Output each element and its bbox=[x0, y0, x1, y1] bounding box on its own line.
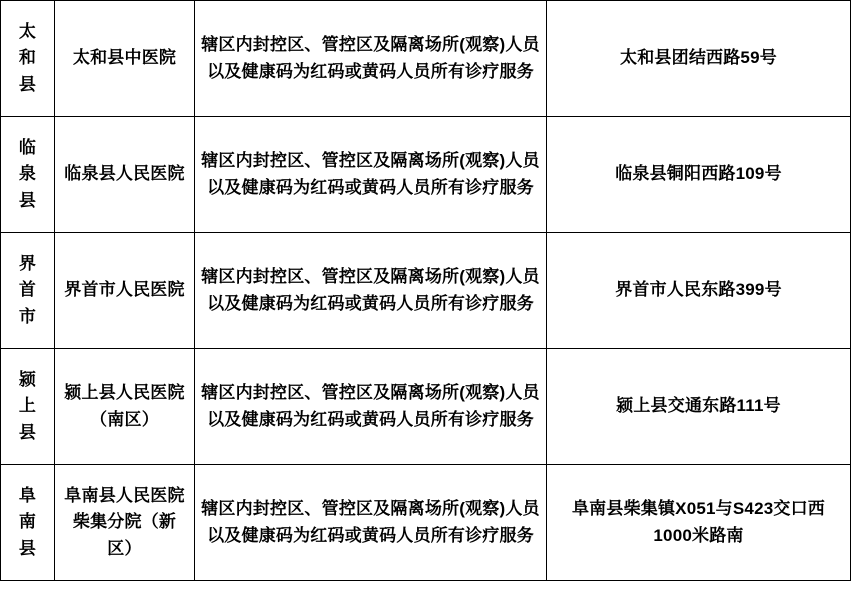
table-row bbox=[1, 233, 851, 349]
address-cell: 阜南县柴集镇X051与S423交口西1000米路南 bbox=[547, 465, 851, 581]
address-cell: 界首市人民东路399号 bbox=[547, 233, 851, 349]
table-row bbox=[1, 117, 851, 233]
region-label: 阜 南 县 bbox=[18, 485, 37, 558]
region-label: 临 泉 县 bbox=[18, 137, 37, 210]
region-cell bbox=[1, 465, 55, 581]
region-cell bbox=[1, 117, 55, 233]
service-cell: 辖区内封控区、管控区及隔离场所(观察)人员以及健康码为红码或黄码人员所有诊疗服务 bbox=[195, 1, 547, 117]
hospital-name-cell: 临泉县人民医院 bbox=[55, 117, 195, 233]
hospital-name-cell: 界首市人民医院 bbox=[55, 233, 195, 349]
table-row bbox=[1, 465, 851, 581]
service-cell: 辖区内封控区、管控区及隔离场所(观察)人员以及健康码为红码或黄码人员所有诊疗服务 bbox=[195, 465, 547, 581]
table-row bbox=[1, 1, 851, 117]
table-body bbox=[1, 1, 851, 581]
table-row bbox=[1, 349, 851, 465]
region-cell bbox=[1, 233, 55, 349]
service-cell: 辖区内封控区、管控区及隔离场所(观察)人员以及健康码为红码或黄码人员所有诊疗服务 bbox=[195, 117, 547, 233]
region-cell bbox=[1, 1, 55, 117]
region-label: 太 和 县 bbox=[18, 21, 37, 94]
service-cell: 辖区内封控区、管控区及隔离场所(观察)人员以及健康码为红码或黄码人员所有诊疗服务 bbox=[195, 233, 547, 349]
region-label: 颍 上 县 bbox=[18, 369, 37, 442]
hospital-name-cell: 颍上县人民医院（南区） bbox=[55, 349, 195, 465]
address-cell: 太和县团结西路59号 bbox=[547, 1, 851, 117]
service-cell: 辖区内封控区、管控区及隔离场所(观察)人员以及健康码为红码或黄码人员所有诊疗服务 bbox=[195, 349, 547, 465]
address-cell: 临泉县铜阳西路109号 bbox=[547, 117, 851, 233]
region-label: 界 首 市 bbox=[18, 253, 37, 326]
hospital-name-cell: 太和县中医院 bbox=[55, 1, 195, 117]
hospital-name-cell: 阜南县人民医院柴集分院（新区） bbox=[55, 465, 195, 581]
address-cell: 颍上县交通东路111号 bbox=[547, 349, 851, 465]
region-cell bbox=[1, 349, 55, 465]
